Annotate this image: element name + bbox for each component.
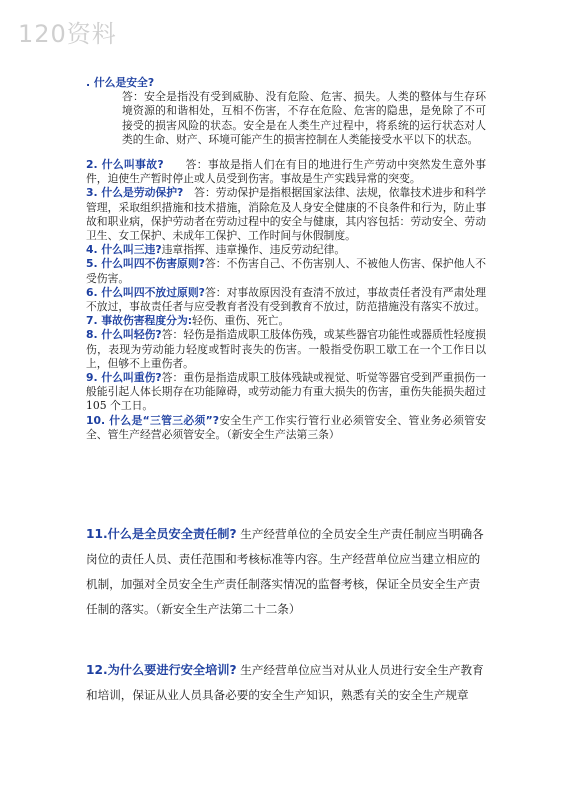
qa-item-8: 8. 什么叫轻伤?答：轻伤是指造成职工肢体伤残，或某些器官功能性或器质性轻度损伤，表现为劳动能力轻度或暂时丧失的伤害。一般指受伤职工歇工在一个工作日以上，但够不上重伤者。 bbox=[86, 328, 486, 370]
qa-item-2: 2. 什么叫事故? 答：事故是指人们在有目的地进行生产劳动中突然发生意外事件，迫使生产暂时停止或人员受到伤害。事故是生产实践异常的突变。 bbox=[86, 158, 486, 186]
qa-item-3: 3. 什么是劳动保护? 答：劳动保护是指根据国家法律、法规，依靠技术进步和科学管理，采取组织措施和技术措施，消除危及人身安全健康的不良条件和行为，防止事故和职业病，保护劳动者在劳动过程中的安全与健康，其内容包括：劳动安全、劳动卫生、女工保护、未成年工保护、工作时间与休假制度。 bbox=[86, 186, 486, 243]
qa-item-12: 12.为什么要进行安全培训? 生产经营单位应当对从业人员进行安全生产教育和培训，保证从业人员具备必要的安全生产知识，熟悉有关的安全生产规章 bbox=[86, 663, 484, 702]
qa-section-small bbox=[86, 76, 486, 442]
qa-item-10: 10. 什么是“三管三必须”?安全生产工作实行管行业必须管安全、管业务必须管安全、管生产经营必须管安全。（新安全生产法第三条） bbox=[86, 413, 486, 441]
qa-section-large bbox=[86, 522, 488, 708]
qa-item-9: 9. 什么叫重伤?答：重伤是指造成职工肢体残缺或视觉、听觉等器官受到严重损伤一般能引起人体长期存在功能障碍，或劳动能力有重大损失的伤害，重伤失能损失超过 105 个工日。 bbox=[86, 371, 486, 413]
watermark-logo: 120资料 bbox=[18, 20, 117, 48]
qa-item-5: 5. 什么叫四不伤害原则?答：不伤害自己、不伤害别人、不被他人伤害、保护他人不受伤害。 bbox=[86, 257, 486, 285]
qa-question-1: . 什么是安全? bbox=[86, 76, 155, 89]
qa-item-6: 6. 什么叫四不放过原则?答：对事故原因没有查清不放过，事故责任者没有严肃处理不放过，事故责任者与应受教育者没有受到教育不放过，防范措施没有落实不放过。 bbox=[86, 285, 486, 314]
qa-answer-1: 答：安全是指没有受到威胁、没有危险、危害、损失。人类的整体与生存环境资源的和谐相处，互相不伤害，不存在危险、危害的隐患，是免除了不可接受的损害风险的状态。安全是在人类生产过程中，将系统的运行状态对人类的生命、财产、环境可能产生的损害控制在人类能接受水平以下的状态。 bbox=[122, 90, 486, 146]
qa-item-7: 7. 事故伤害程度分为:轻伤、重伤、死亡。 bbox=[86, 314, 290, 328]
qa-item-4: 4. 什么叫三违?违章指挥、违章操作、违反劳动纪律。 bbox=[86, 243, 346, 257]
qa-item-11: 11.什么是全员安全责任制? 生产经营单位的全员安全生产责任制应当明确各岗位的责任人员、责任范围和考核标准等内容。生产经营单位应当建立相应的机制，加强对全员安全生产责任制落实情况的监督考核，保证全员安全生产责任制的落实。（新安全生产法第二十二条） bbox=[86, 527, 484, 616]
